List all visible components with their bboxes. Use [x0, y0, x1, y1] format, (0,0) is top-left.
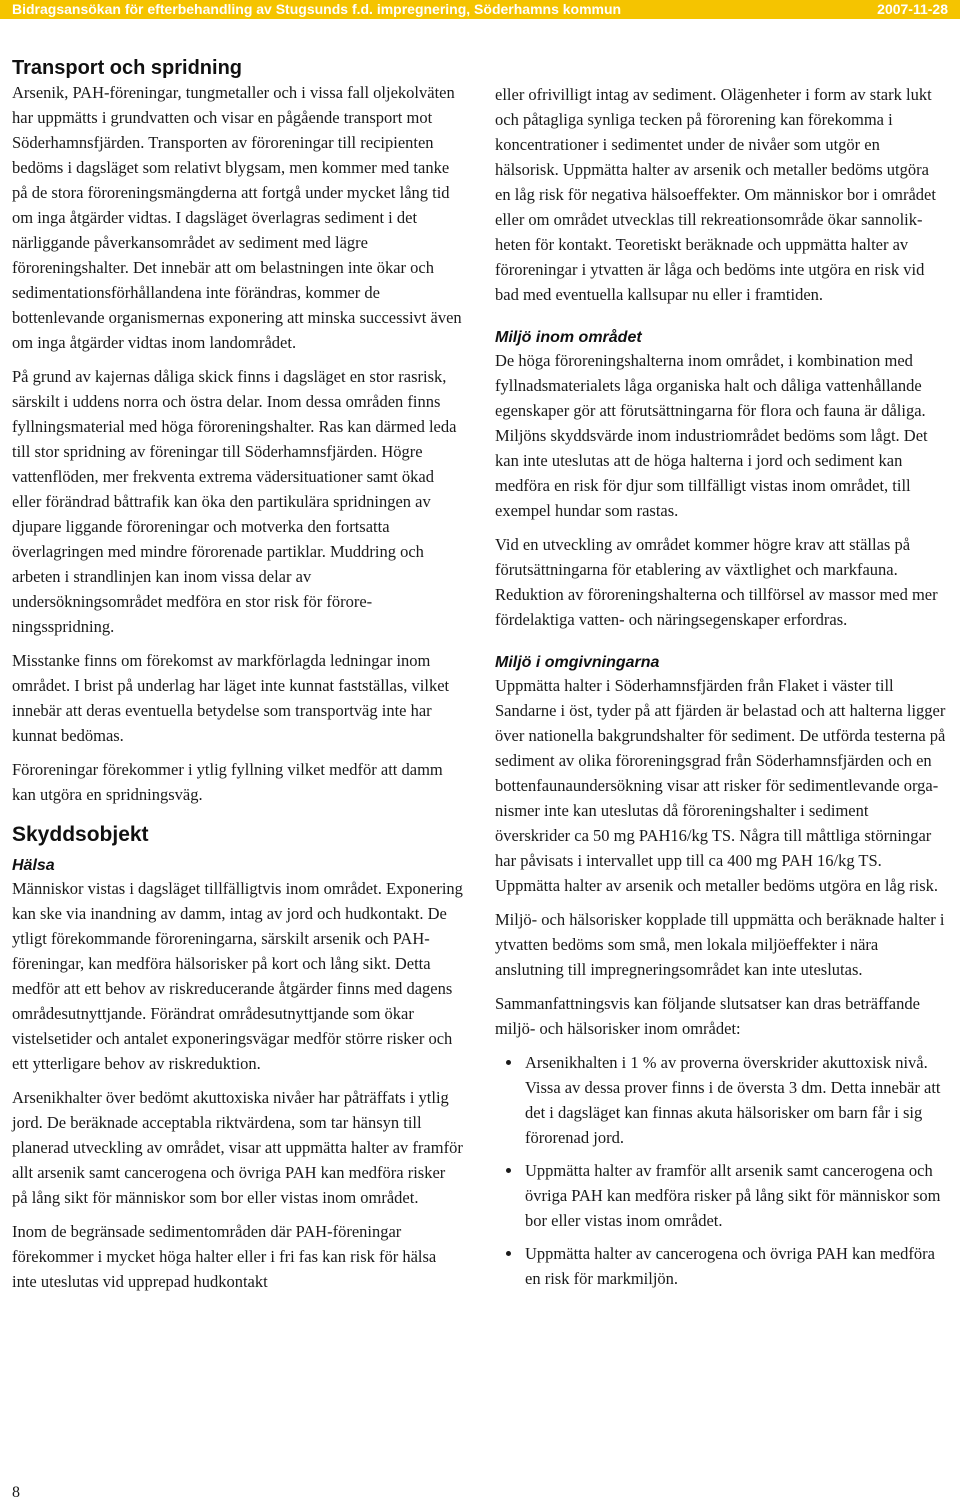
- header-title: Bidragsansökan för efterbehandling av Stugsunds f.d. impregnering, Söderhamns kommun: [12, 1, 622, 17]
- paragraph: Inom de begränsade sedimentområden där PAH-föreningar förekommer i mycket höga halter eller i fri fas kan risk för hälsa inte uteslutas vid upprepad hudkontakt: [12, 1222, 437, 1291]
- conclusion-list: [495, 1050, 947, 1291]
- list-item: • Uppmätta halter av framför allt arsenik samt cancerogena och övriga PAH kan medföra risker på lång sikt för människor som bor eller vistas inom området.: [523, 1158, 947, 1233]
- paragraph: Vid en utveckling av området kommer högre krav att ställas på förutsättningarna för etablering av växtlighet och markfauna. Reduktion av föroreningshalterna och tillförsel av massor med mer fördelaktiga vatten- och näringsegenskaper erfordras.: [495, 535, 938, 629]
- heading-miljo-inom-omradet: Miljö inom området: [495, 329, 642, 346]
- heading-skyddsobjekt: Skyddsobjekt: [12, 823, 149, 846]
- header-date: 2007-11-28: [877, 1, 948, 17]
- paragraph: Sammanfattningsvis kan följande slutsatser kan dras beträffande miljö- och hälsorisker inom området:: [495, 994, 920, 1038]
- page-number: 8: [12, 1484, 20, 1501]
- left-column: [12, 56, 464, 1303]
- paragraph: Uppmätta halter i Söderhamnsfjärden från Flaket i väster till Sandarne i öst, tyder på att fjärden är belastad och att halterna ligger över nationella bakgrundshalter för sediment. De utförda testerna på sediment av olika föroreningsgrad från Söderhamnsfjärden och en bottenfaunaundersökning visar att risker för sedimentlevande organismer inte kan uteslutas då föroreningshalter i sediment överskrider ca 50 mg PAH16/kg TS. Några till måttliga störningar har påvisats i intervallet upp till ca 400 mg PAH 16/kg TS. Uppmätta halter av arsenik och metaller bedöms utgöra en låg risk.: [495, 676, 946, 895]
- paragraph: Miljö- och hälsorisker kopplade till uppmätta och beräknade halter i ytvatten bedöms som små, men lokala miljöeffekter i nära anslutning till impregneringsområdet kan inte uteslutas.: [495, 910, 945, 979]
- paragraph: Arsenik, PAH-föreningar, tungmetaller och i vissa fall oljekolväten har uppmätts i grundvatten och visar en pågående transport mot Söderhamnsfjärden. Transporten av föroreningar till recipienten bedöms i dagsläget som relativt blygsam, men kommer med tanke på de stora föroreningsmängderna att fortgå under mycket lång tid om inga åtgärder vidtas. I dagsläget överlagras sediment i det närliggande påverkansområdet av sediment med lägre föroreningshalter. Det innebär att om belastningen inte ökar och sedimentationsförhållandena inte förändras, kommer de bottenlevande organismernas exponering att minska successivt även om inga åtgärder vidtas inom landområdet.: [12, 83, 462, 352]
- paragraph: Människor vistas i dagsläget tillfälligtvis inom området. Exponering kan ske via inandning av damm, intag av jord och hudkontakt. De ytligt förekommande föroreningarna, särskilt arsenik och PAH-föreningar, kan medföra hälsorisker på kort och lång sikt. Detta medför att ett behov av riskreducerande åtgärder finns med dagens områdesutnyttjande. Förändrat områdesutnyttjande som ökar vistelsetider och antalet exponeringsvägar medför större risker och ett ytterligare behov av riskreduktion.: [12, 879, 463, 1073]
- paragraph: Misstanke finns om förekomst av markförlagda ledningar inom området. I brist på underlag har läget inte kunnat fastställas, vilket innebär att deras eventuella betydelse som transportväg inte har kunnat bedömas.: [12, 651, 450, 745]
- list-item: • Arsenikhalten i 1 % av proverna överskrider akuttoxisk nivå. Vissa av dessa prover finns i de översta 3 dm. Detta innebär att det i dagsläget kan finnas akuta hälsorisker om barn får i sig förorenad jord.: [523, 1050, 947, 1150]
- heading-transport: Transport och spridning: [12, 57, 243, 79]
- paragraph: På grund av kajernas dåliga skick finns i dagsläget en stor rasrisk, särskilt i uddens norra och östra delar. Inom dessa områden finns fyllningsmaterial med höga föroreningshalter. Ras kan därmed leda till stor spridning av föreningar till Söderhamnsfjärden. Högre vattenflöden, mer frekventa extrema vädersituationer samt ökad eller förändrad båttrafik kan öka den partikulära spridningen av djupare liggande föroreningar och motverka den fortsatta överlagringen med mindre förorenade partiklar. Muddring och arbeten i strandlinjen kan inom vissa delar av undersökningsområdet medföra en stor risk för föroreningsspridning.: [12, 367, 457, 636]
- right-column: [495, 82, 947, 1299]
- paragraph: eller ofrivilligt intag av sediment. Olägenheter i form av stark lukt och påtagliga synliga tecken på förorening kan förekomma i koncentrationer i sedimentet under de nivåer som utgör en hälsorisk. Uppmätta halter av arsenik och metaller bedöms utgöra en låg risk för negativa hälsoeffekter. Om människor bor i området eller om området utvecklas till rekreationsområde ökar sannolikheten för kontakt. Teoretiskt beräknade och uppmätta halter av föroreningar i ytvatten är låga och bedöms inte utgöra en risk vid bad med eventuella kallsupar nu eller i framtiden.: [495, 85, 936, 304]
- paragraph: Arsenikhalter över bedömt akuttoxiska nivåer har påträffats i ytlig jord. De beräknade acceptabla riktvärdena, som tar hänsyn till planerad utveckling av området, visar att uppmätta halter av framför allt arsenik samt cancerogena och övriga PAH kan medföra risker på lång sikt för människor som bor eller vistas inom området.: [12, 1088, 463, 1207]
- document-header: [0, 0, 960, 19]
- paragraph: De höga föroreningshalterna inom området, i kombination med fyllnadsmaterialets låga organiska halt och dåliga vattenhållande egenskaper gör att förutsättningarna för flora och fauna är dåliga. Miljöns skyddsvärde inom industriområdet bedöms som lågt. Det kan inte uteslutas att de höga halterna i jord och sediment kan medföra en risk för djur som tillfälligt vistas inom området, till exempel hundar som rastas.: [495, 351, 928, 520]
- paragraph: Föroreningar förekommer i ytlig fyllning vilket medför att damm kan utgöra en spridningsväg.: [12, 760, 443, 804]
- list-item: • Uppmätta halter av cancerogena och övriga PAH kan medföra en risk för markmiljön.: [523, 1241, 947, 1291]
- heading-miljo-i-omgivningarna: Miljö i omgivningarna: [495, 654, 660, 671]
- heading-halsa: Hälsa: [12, 857, 55, 874]
